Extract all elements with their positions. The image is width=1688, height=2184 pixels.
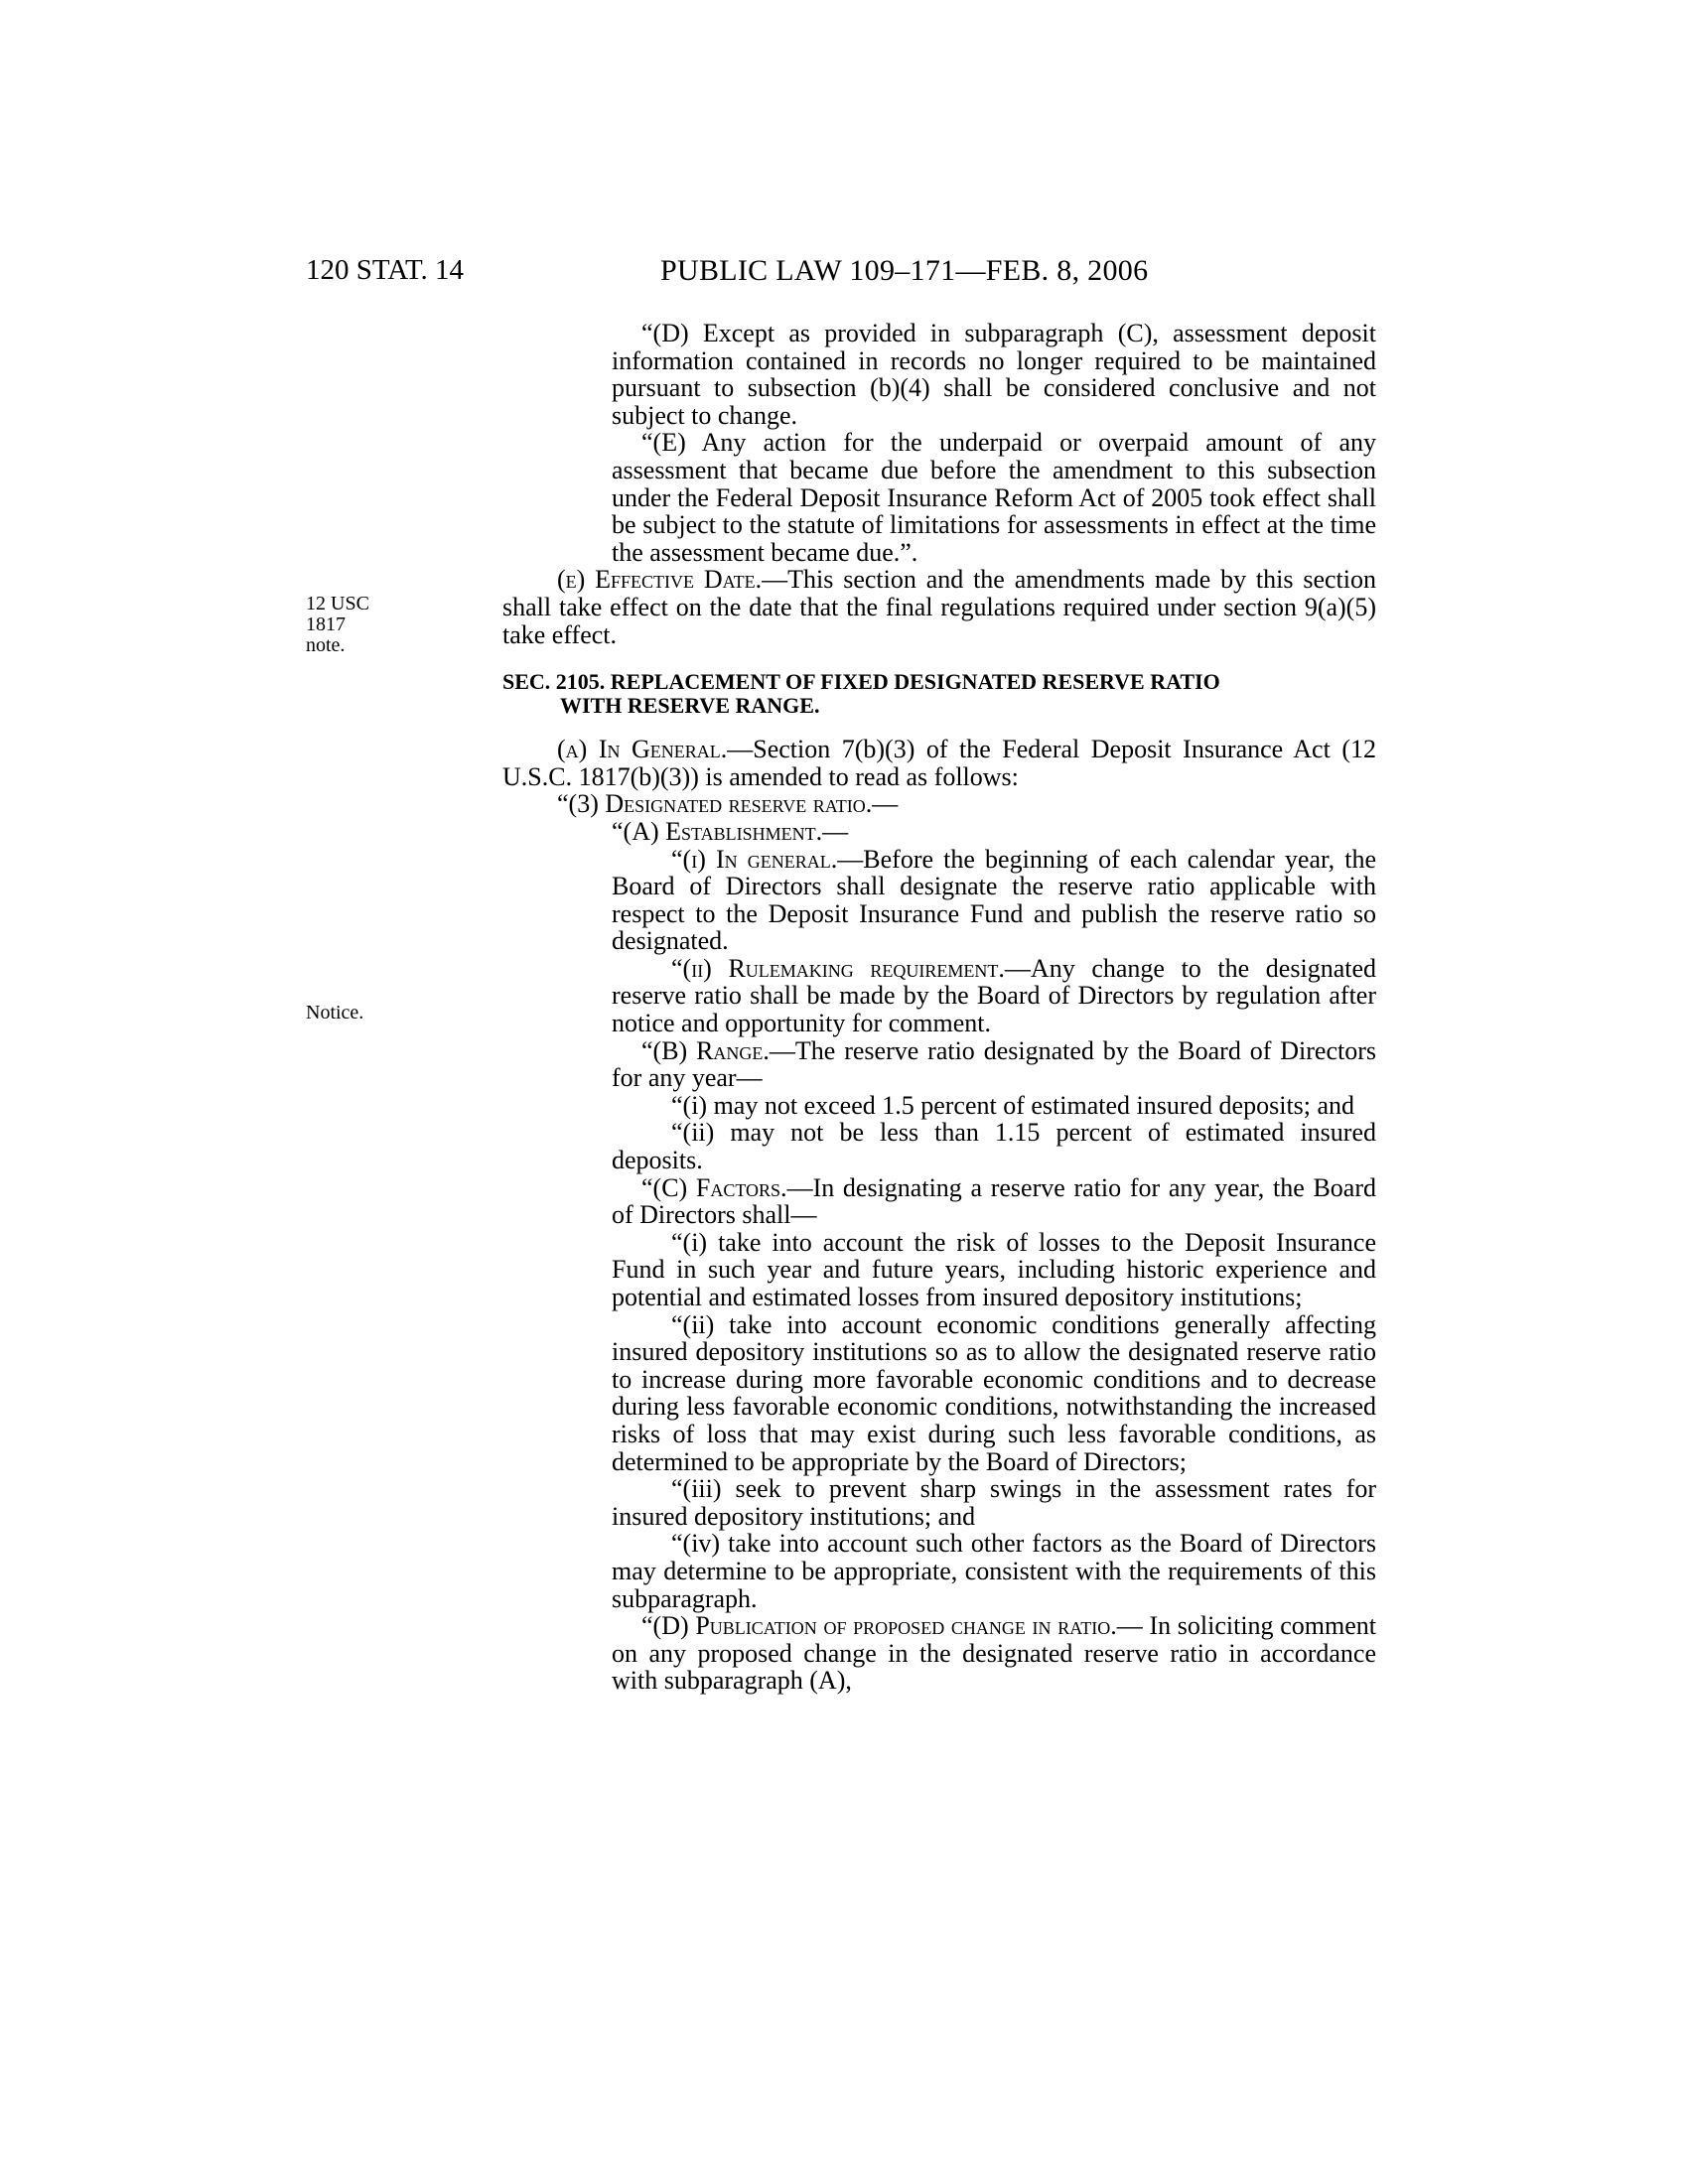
section-heading-line1: SEC. 2105. REPLACEMENT OF FIXED DESIGNATED RESERVE RATIO: [502, 669, 1220, 695]
clause-B-i: “(i) may not exceed 1.5 percent of estimated insured deposits; and: [671, 1090, 1355, 1120]
clause-C-i: “(i) take into account the risk of losses to the Deposit Insurance Fund in such year and future years, including historic experience and potential and estimated losses from insured depository institutions;: [612, 1227, 1376, 1311]
section-heading-line2: WITH RESERVE RANGE.: [560, 693, 820, 719]
clause-A-i-text: —Before the beginning of each calendar year, the Board of Directors shall designate the reserve ratio applicable with respect to the Deposit Insurance Fund and publish the reserve ratio so designated.: [612, 844, 1376, 956]
subsection-a-text: —Section 7(b)(3) of the Federal Deposit Insurance Act (12 U.S.C. 1817(b)(3)) is amended to read as follows:: [502, 735, 1376, 791]
section-heading: [502, 670, 1376, 718]
subparagraph-d: “(D) Except as provided in subparagraph (C), assessment deposit information contained in records no longer required to be maintained pursuant to subsection (b)(4) shall be considered conclusive and not subject to change.: [612, 319, 1376, 430]
margin-note-notice: Notice.: [306, 1002, 364, 1024]
margin-note-usc: 12 USC 1817 note.: [306, 593, 369, 656]
clause-A-ii-label: “(ii) Rulemaking requirement.: [671, 953, 1005, 983]
subsection-a: [502, 736, 1376, 790]
effective-date-label: (e) Effective Date.: [557, 565, 763, 595]
subparagraph-C-label: “(C) Factors.: [641, 1172, 787, 1202]
paragraph-3-heading: [502, 790, 1376, 818]
subsection-a-label: (a) In General.: [557, 735, 728, 764]
clause-C-iii: “(iii) seek to prevent sharp swings in the assessment rates for insured depository institutions; and: [612, 1474, 1376, 1531]
clause-A-i: [502, 846, 1376, 955]
subparagraph-e: “(E) Any action for the underpaid or overpaid amount of any assessment that became due before the amendment to this subsection under the Federal Deposit Insurance Reform Act of 2005 took effect shall be subject to the statute of limitations for assessments in effect at the time the assessment became due.”.: [612, 428, 1376, 567]
subparagraph-A-heading: [502, 818, 1376, 846]
subparagraph-B: [502, 1037, 1376, 1092]
clause-A-ii-text: —Any change to the designated reserve ratio shall be made by the Board of Directors by regulation after notice and opportunity for comment.: [612, 953, 1376, 1038]
subparagraph-C: [502, 1174, 1376, 1229]
paragraph-3-label: “(3) Designated reserve ratio.—: [557, 789, 899, 819]
subparagraph-D-text: — In soliciting comment on any proposed change in the designated reserve ratio in accordance with subparagraph (A),: [612, 1611, 1376, 1696]
page-header-left: 120 STAT. 14: [306, 254, 465, 286]
clause-C-iv: “(iv) take into account such other factors as the Board of Directors may determine to be appropriate, consistent with the requirements of this subparagraph.: [612, 1529, 1376, 1613]
effective-date-text: —This section and the amendments made by this section shall take effect on the date that the final regulations required under section 9(a)(5) take effect.: [502, 565, 1376, 649]
subsection-e-effective-date: [502, 566, 1376, 648]
subparagraph-D: [502, 1612, 1376, 1695]
clause-C-ii: “(ii) take into account economic conditions generally affecting insured depository institutions so as to allow the designated reserve ratio to increase during more favorable economic conditions and to decrease during less favorable economic conditions, notwithstanding the increased risks of loss that may exist during such less favorable conditions, as determined to be appropriate by the Board of Directors;: [612, 1309, 1376, 1476]
page-header-title: PUBLIC LAW 109–171—FEB. 8, 2006: [660, 254, 1149, 287]
subparagraph-A-label: “(A) Establishment.—: [612, 816, 849, 846]
subparagraph-D-label: “(D) Publication of proposed change in ratio.: [641, 1611, 1117, 1641]
document-body: [502, 320, 1376, 1695]
subparagraph-B-label: “(B) Range.: [641, 1035, 770, 1065]
clause-A-ii: [502, 955, 1376, 1037]
subparagraph-C-text: —In designating a reserve ratio for any year, the Board of Directors shall—: [612, 1172, 1377, 1230]
clause-B-ii: “(ii) may not be less than 1.15 percent of estimated insured deposits.: [612, 1118, 1376, 1175]
subparagraph-B-text: —The reserve ratio designated by the Board of Directors for any year—: [612, 1035, 1376, 1093]
clause-A-i-label: “(i) In general.: [671, 844, 838, 874]
